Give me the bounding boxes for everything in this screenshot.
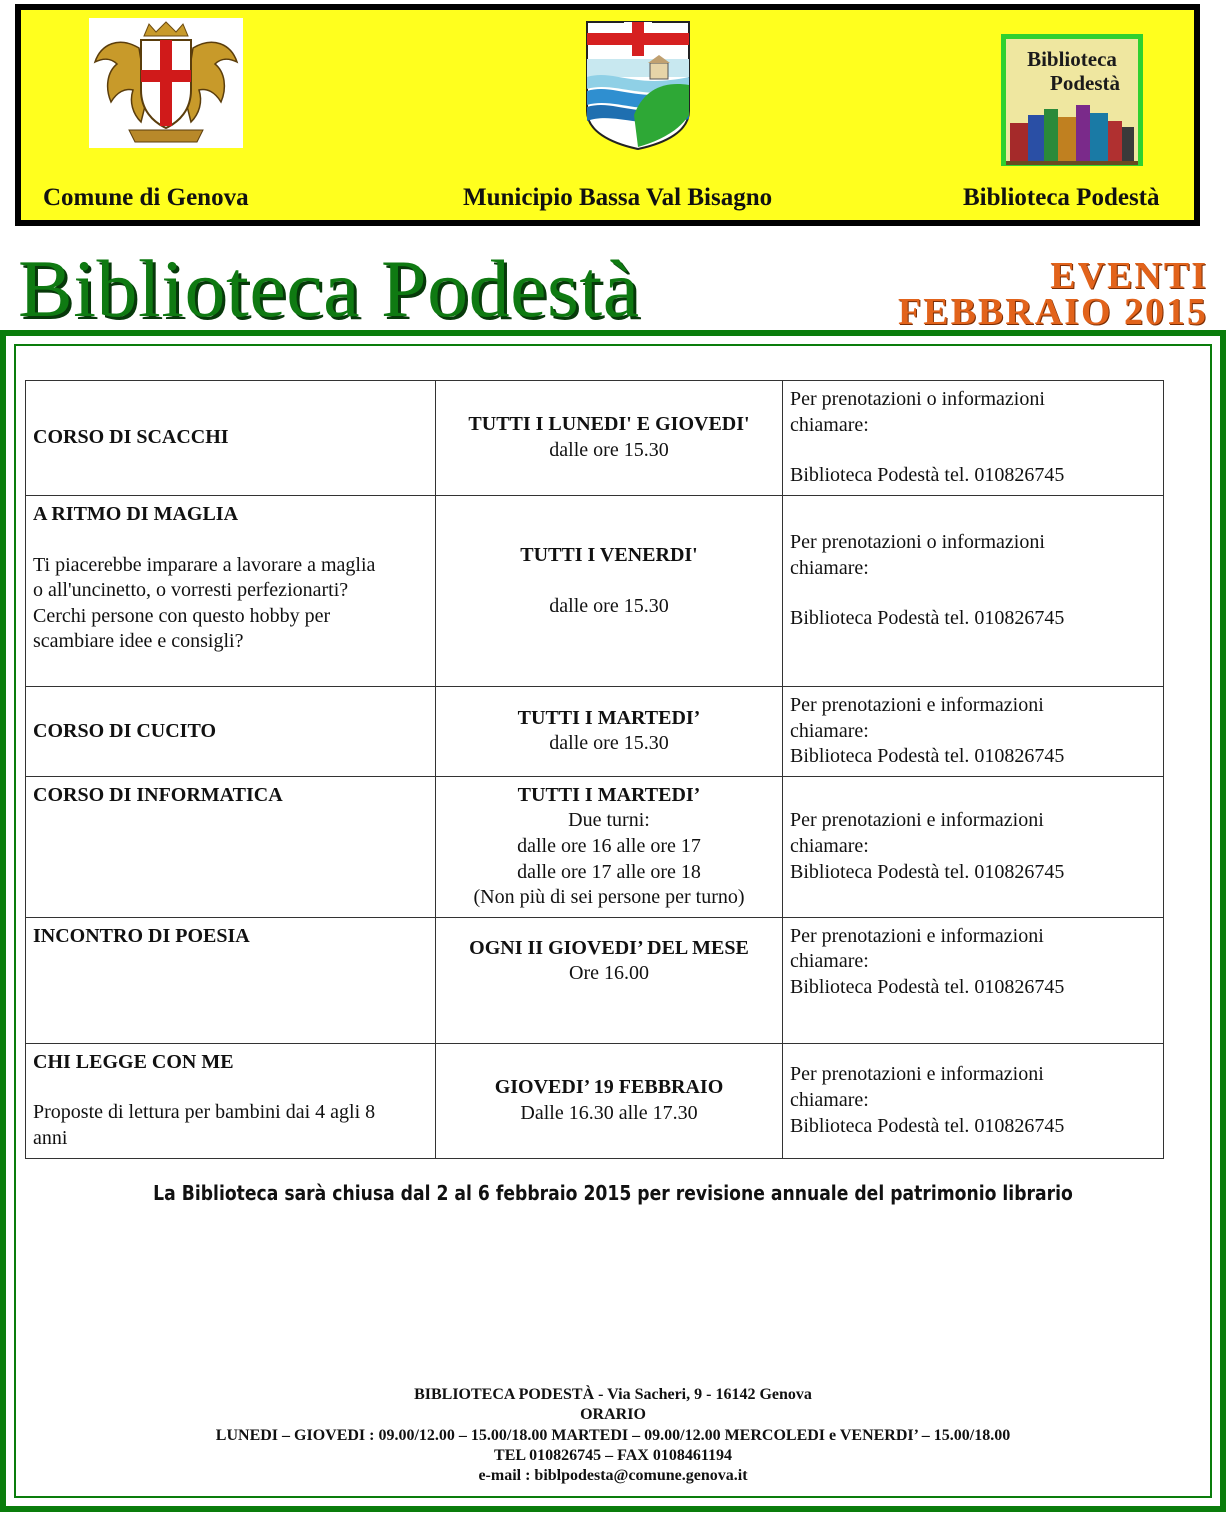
contact-line: chiamare: xyxy=(790,834,869,857)
schedule-cell xyxy=(436,381,783,496)
schedule-cell xyxy=(436,687,783,777)
contact-phone: Biblioteca Podestà tel. 010826745 xyxy=(790,745,1065,768)
eventi-label: EVENTI xyxy=(1050,255,1208,297)
event-time: Dalle 16.30 alle 17.30 xyxy=(520,1101,698,1124)
contact-line: Per prenotazioni e informazioni xyxy=(790,694,1044,716)
event-description: scambiare idee e consigli? xyxy=(33,630,244,653)
contact-line: chiamare: xyxy=(790,950,869,973)
event-when: TUTTI I MARTEDI’ xyxy=(517,706,701,729)
event-time: Ore 16.00 xyxy=(569,962,649,985)
event-time: dalle ore 15.30 xyxy=(549,594,669,617)
biblioteca-logo xyxy=(1001,34,1143,166)
contact-line: chiamare: xyxy=(790,1088,869,1111)
contact-cell xyxy=(783,917,1164,1043)
caption-municipio: Municipio Bassa Val Bisagno xyxy=(463,184,773,211)
footer-address: BIBLIOTECA PODESTÀ - Via Sacheri, 9 - 16142 Genova xyxy=(414,1386,812,1403)
contact-phone: Biblioteca Podestà tel. 010826745 xyxy=(790,464,1065,487)
event-description: anni xyxy=(33,1126,68,1149)
table-row xyxy=(26,381,1164,496)
contact-line: Per prenotazioni e informazioni xyxy=(790,809,1044,832)
event-time: (Non più di sei persone per turno) xyxy=(473,886,745,909)
footer-hours: LUNEDI – GIOVEDI : 09.00/12.00 – 15.00/18.00 MARTEDI – 09.00/12.00 MERCOLEDI e VENERDI’ – 15.00/18.00 xyxy=(215,1426,1011,1444)
event-description: Ti piacerebbe imparare a lavorare a maglia xyxy=(33,553,376,576)
event-cell xyxy=(26,381,436,496)
table-row xyxy=(26,776,1164,917)
contact-line: Per prenotazioni e informazioni xyxy=(790,1063,1044,1086)
contact-line: chiamare: xyxy=(790,719,869,742)
genova-coat-of-arms-icon xyxy=(89,18,243,148)
table-row xyxy=(26,1043,1164,1158)
event-title: CORSO DI INFORMATICA xyxy=(33,783,283,806)
contact-line: chiamare: xyxy=(790,413,869,436)
contact-cell xyxy=(783,687,1164,777)
event-time: dalle ore 15.30 xyxy=(549,439,669,461)
event-cell xyxy=(26,687,436,777)
events-heading xyxy=(898,255,1208,333)
event-title: INCONTRO DI POESIA xyxy=(33,924,250,947)
logo-text-line2: Podestà xyxy=(1050,71,1120,95)
footer-email: e-mail : biblpodesta@comune.genova.it xyxy=(478,1467,748,1485)
contact-cell xyxy=(783,776,1164,917)
header-banner xyxy=(15,4,1200,226)
event-when: TUTTI I LUNEDI' E GIOVEDI' xyxy=(468,413,750,436)
contact-phone: Biblioteca Podestà tel. 010826745 xyxy=(790,975,1065,998)
contact-phone: Biblioteca Podestà tel. 010826745 xyxy=(790,1114,1065,1137)
books-icon xyxy=(1006,95,1138,165)
contact-cell xyxy=(783,1043,1164,1158)
event-when: TUTTI I VENERDI' xyxy=(520,543,698,566)
event-title: CORSO DI SCACCHI xyxy=(33,426,229,449)
logo-text-line1: Biblioteca xyxy=(1027,47,1117,71)
municipio-shield-icon xyxy=(584,19,692,151)
event-when: TUTTI I MARTEDI’ xyxy=(517,783,701,806)
schedule-cell xyxy=(436,496,783,687)
contact-line: Per prenotazioni o informazioni xyxy=(790,388,1045,410)
event-time: dalle ore 15.30 xyxy=(549,732,669,755)
event-when: OGNI II GIOVEDI’ DEL MESE xyxy=(469,936,749,959)
footer xyxy=(0,1385,1226,1486)
event-time: dalle ore 17 alle ore 18 xyxy=(517,860,701,883)
caption-biblioteca: Biblioteca Podestà xyxy=(963,184,1160,211)
closure-notice: La Biblioteca sarà chiusa dal 2 al 6 febbraio 2015 per revisione annuale del patrimonio librario xyxy=(153,1181,1073,1205)
contact-line: Per prenotazioni o informazioni xyxy=(790,531,1045,554)
event-description: o all'uncinetto, o vorresti perfezionarti? xyxy=(33,579,349,602)
event-title: A RITMO DI MAGLIA xyxy=(33,503,239,525)
event-when: GIOVEDI’ 19 FEBBRAIO xyxy=(494,1076,724,1099)
event-time: dalle ore 16 alle ore 17 xyxy=(517,834,701,857)
events-table xyxy=(25,380,1164,1159)
event-time: Due turni: xyxy=(568,809,650,832)
schedule-cell xyxy=(436,776,783,917)
contact-phone: Biblioteca Podestà tel. 010826745 xyxy=(790,860,1065,883)
event-title: CHI LEGGE CON ME xyxy=(33,1050,234,1073)
table-row xyxy=(26,496,1164,687)
caption-comune: Comune di Genova xyxy=(43,184,249,211)
contact-line: Per prenotazioni e informazioni xyxy=(790,924,1044,947)
contact-phone: Biblioteca Podestà tel. 010826745 xyxy=(790,607,1065,630)
page-title: Biblioteca Podestà xyxy=(18,243,640,334)
schedule-cell xyxy=(436,917,783,1043)
event-title: CORSO DI CUCITO xyxy=(33,719,216,742)
month-label: FEBBRAIO 2015 xyxy=(898,291,1208,333)
contact-cell xyxy=(783,381,1164,496)
event-cell xyxy=(26,1043,436,1158)
event-description: Proposte di lettura per bambini dai 4 agli 8 xyxy=(33,1101,376,1124)
footer-tel: TEL 010826745 – FAX 0108461194 xyxy=(494,1446,732,1464)
contact-line: chiamare: xyxy=(790,556,869,579)
event-description: Cerchi persone con questo hobby per xyxy=(33,604,331,627)
schedule-cell xyxy=(436,1043,783,1158)
event-cell xyxy=(26,917,436,1043)
table-row xyxy=(26,917,1164,1043)
event-cell xyxy=(26,776,436,917)
event-cell xyxy=(26,496,436,687)
table-row xyxy=(26,687,1164,777)
footer-orario: ORARIO xyxy=(580,1406,646,1424)
contact-cell xyxy=(783,496,1164,687)
